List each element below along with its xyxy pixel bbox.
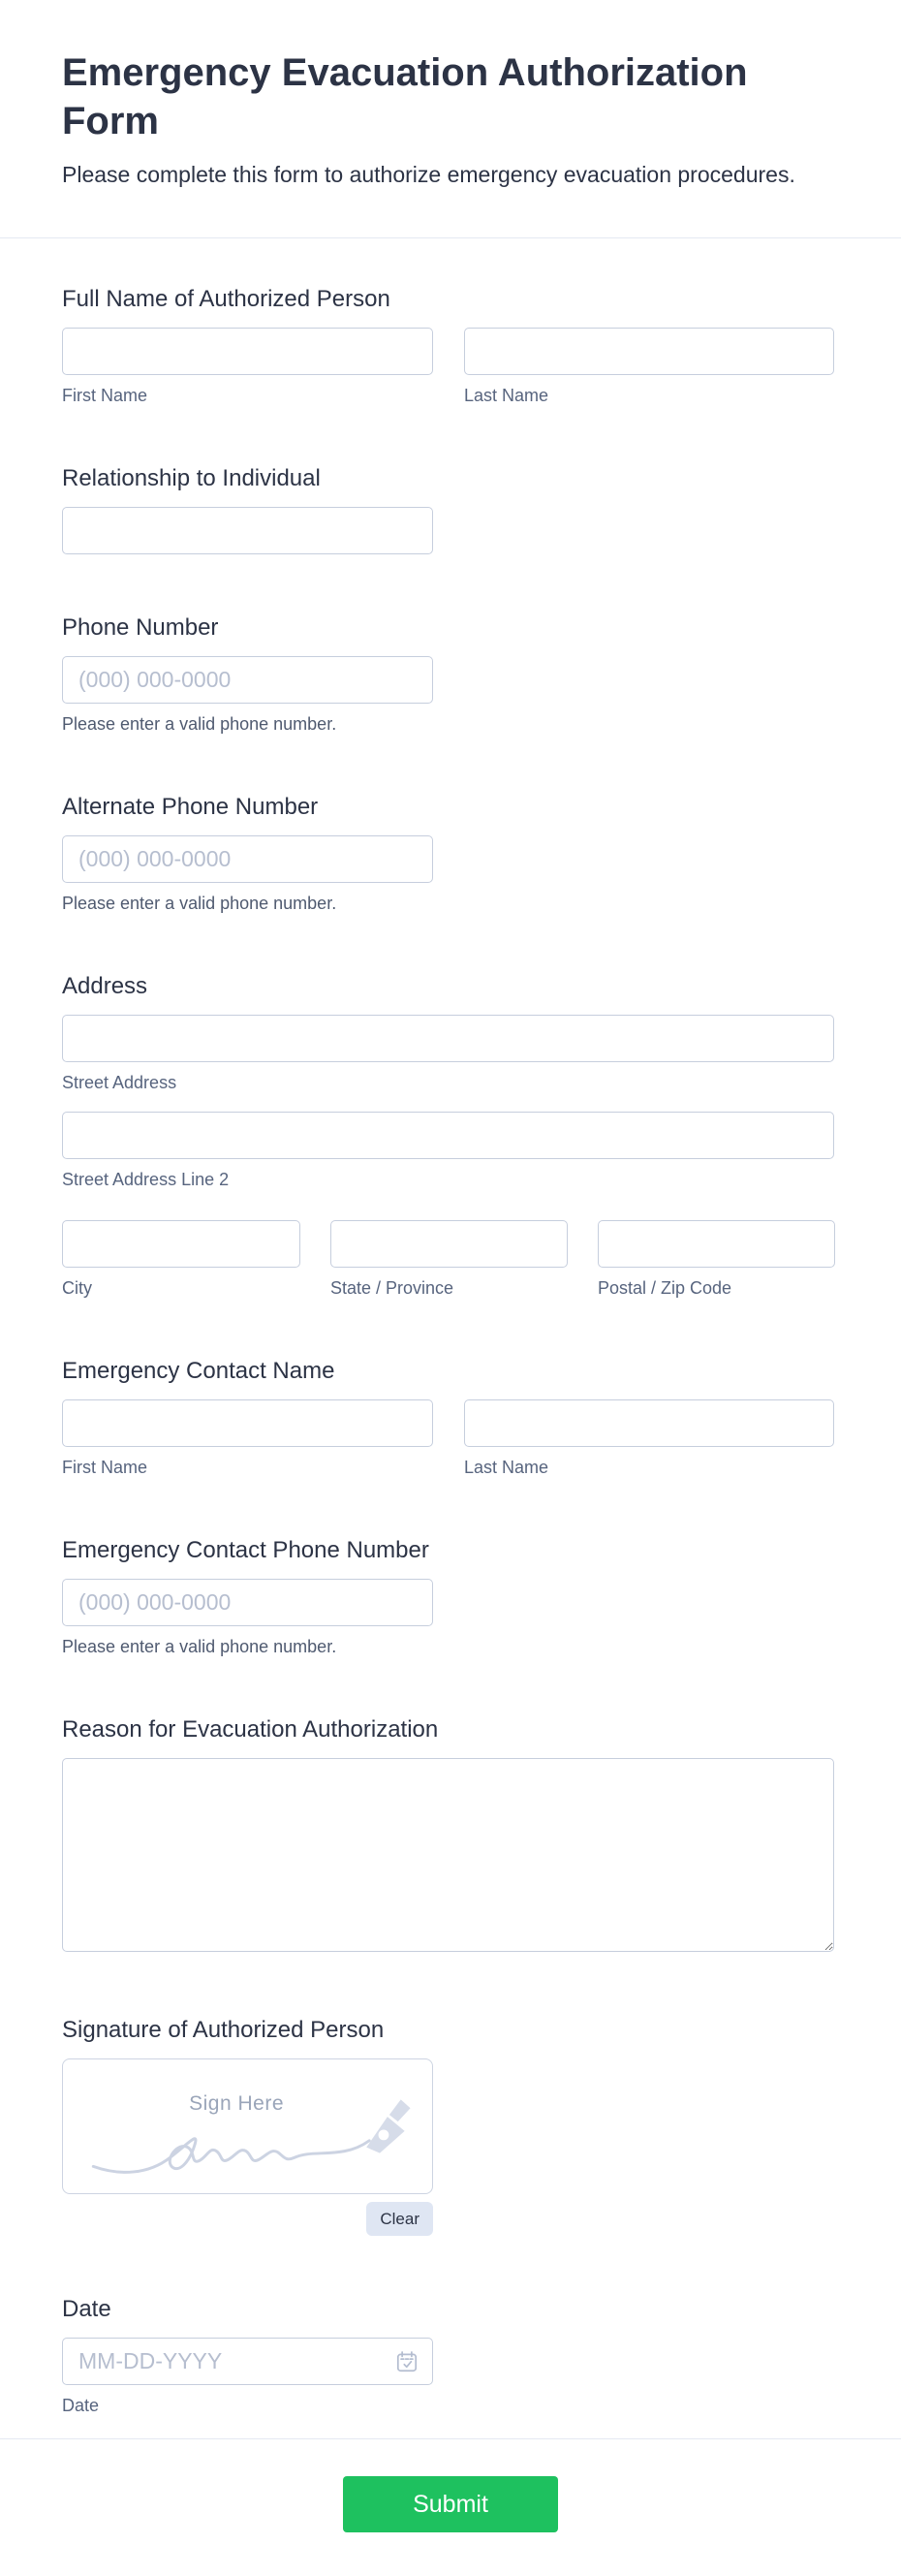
phone-hint: Please enter a valid phone number. — [62, 714, 337, 734]
first-name-sublabel: First Name — [62, 386, 148, 405]
field-date — [62, 2295, 839, 2415]
address-label: Address — [62, 973, 148, 999]
first-name-col — [62, 328, 433, 405]
field-address — [62, 972, 839, 1298]
ec-last-name-input[interactable] — [464, 1399, 834, 1447]
ec-phone-label: Emergency Contact Phone Number — [62, 1537, 429, 1563]
date-col — [62, 2338, 433, 2385]
ec-last-name-sublabel: Last Name — [464, 1458, 549, 1477]
city-sublabel: City — [62, 1278, 92, 1298]
street-address-sublabel: Street Address — [62, 1073, 177, 1092]
last-name-col — [464, 328, 834, 405]
reason-col — [62, 1758, 834, 1957]
last-name-sublabel: Last Name — [464, 386, 549, 405]
signature-label: Signature of Authorized Person — [62, 2017, 385, 2043]
city-state-zip-row — [62, 1220, 839, 1298]
sign-here-text: Sign Here — [189, 2092, 285, 2115]
street-address2-sublabel: Street Address Line 2 — [62, 1170, 230, 1189]
phone-col — [62, 656, 433, 704]
alt-phone-hint: Please enter a valid phone number. — [62, 894, 337, 913]
clear-signature-button[interactable]: Clear — [366, 2202, 433, 2236]
reason-textarea[interactable] — [62, 1758, 834, 1952]
city-input[interactable] — [62, 1220, 300, 1268]
form-footer — [0, 2439, 901, 2576]
first-name-input[interactable] — [62, 328, 433, 375]
full-name-row — [62, 328, 839, 405]
zip-col — [598, 1220, 835, 1298]
street-address-input[interactable] — [62, 1015, 834, 1062]
ec-first-name-sublabel: First Name — [62, 1458, 148, 1477]
relationship-input[interactable] — [62, 507, 433, 554]
signature-pad[interactable] — [62, 2058, 433, 2194]
field-relationship — [62, 464, 839, 554]
zip-sublabel: Postal / Zip Code — [598, 1278, 732, 1298]
field-alt-phone — [62, 793, 839, 913]
ec-phone-hint: Please enter a valid phone number. — [62, 1637, 337, 1656]
zip-input[interactable] — [598, 1220, 835, 1268]
form-subtitle: Please complete this form to authorize emergency evacuation procedures. — [62, 162, 795, 187]
field-ec-phone — [62, 1536, 839, 1656]
signature-actions — [62, 2202, 433, 2236]
signature-placeholder-art — [63, 2059, 432, 2193]
page-title: Emergency Evacuation Authorization Form — [62, 51, 748, 142]
field-phone — [62, 613, 839, 734]
phone-label: Phone Number — [62, 614, 219, 641]
date-sublabel: Date — [62, 2396, 100, 2415]
form-body — [0, 238, 901, 2438]
relationship-col — [62, 507, 433, 554]
pen-nib-icon — [366, 2099, 410, 2152]
date-label: Date — [62, 2296, 111, 2322]
calendar-check-icon[interactable] — [394, 2349, 419, 2374]
street-address2-input[interactable] — [62, 1112, 834, 1159]
submit-button[interactable]: Submit — [343, 2476, 558, 2532]
reason-label: Reason for Evacuation Authorization — [62, 1716, 439, 1743]
ec-phone-input[interactable] — [62, 1579, 433, 1626]
ec-name-label: Emergency Contact Name — [62, 1358, 335, 1384]
last-name-input[interactable] — [464, 328, 834, 375]
ec-last-name-col — [464, 1399, 834, 1477]
form-header — [0, 0, 901, 237]
alt-phone-col — [62, 835, 433, 883]
street-address-col — [62, 1015, 834, 1092]
state-input[interactable] — [330, 1220, 568, 1268]
date-input[interactable] — [62, 2338, 433, 2385]
ec-first-name-input[interactable] — [62, 1399, 433, 1447]
field-full-name — [62, 285, 839, 405]
street-address2-col — [62, 1112, 834, 1189]
full-name-label: Full Name of Authorized Person — [62, 286, 390, 312]
ec-first-name-col — [62, 1399, 433, 1477]
ec-name-row — [62, 1399, 839, 1477]
alt-phone-input[interactable] — [62, 835, 433, 883]
field-reason — [62, 1715, 839, 1957]
relationship-label: Relationship to Individual — [62, 465, 321, 491]
field-ec-name — [62, 1357, 839, 1477]
state-col — [330, 1220, 568, 1298]
city-col — [62, 1220, 300, 1298]
field-signature — [62, 2016, 839, 2236]
phone-input[interactable] — [62, 656, 433, 704]
alt-phone-label: Alternate Phone Number — [62, 794, 319, 820]
ec-phone-col — [62, 1579, 433, 1626]
state-sublabel: State / Province — [330, 1278, 454, 1298]
